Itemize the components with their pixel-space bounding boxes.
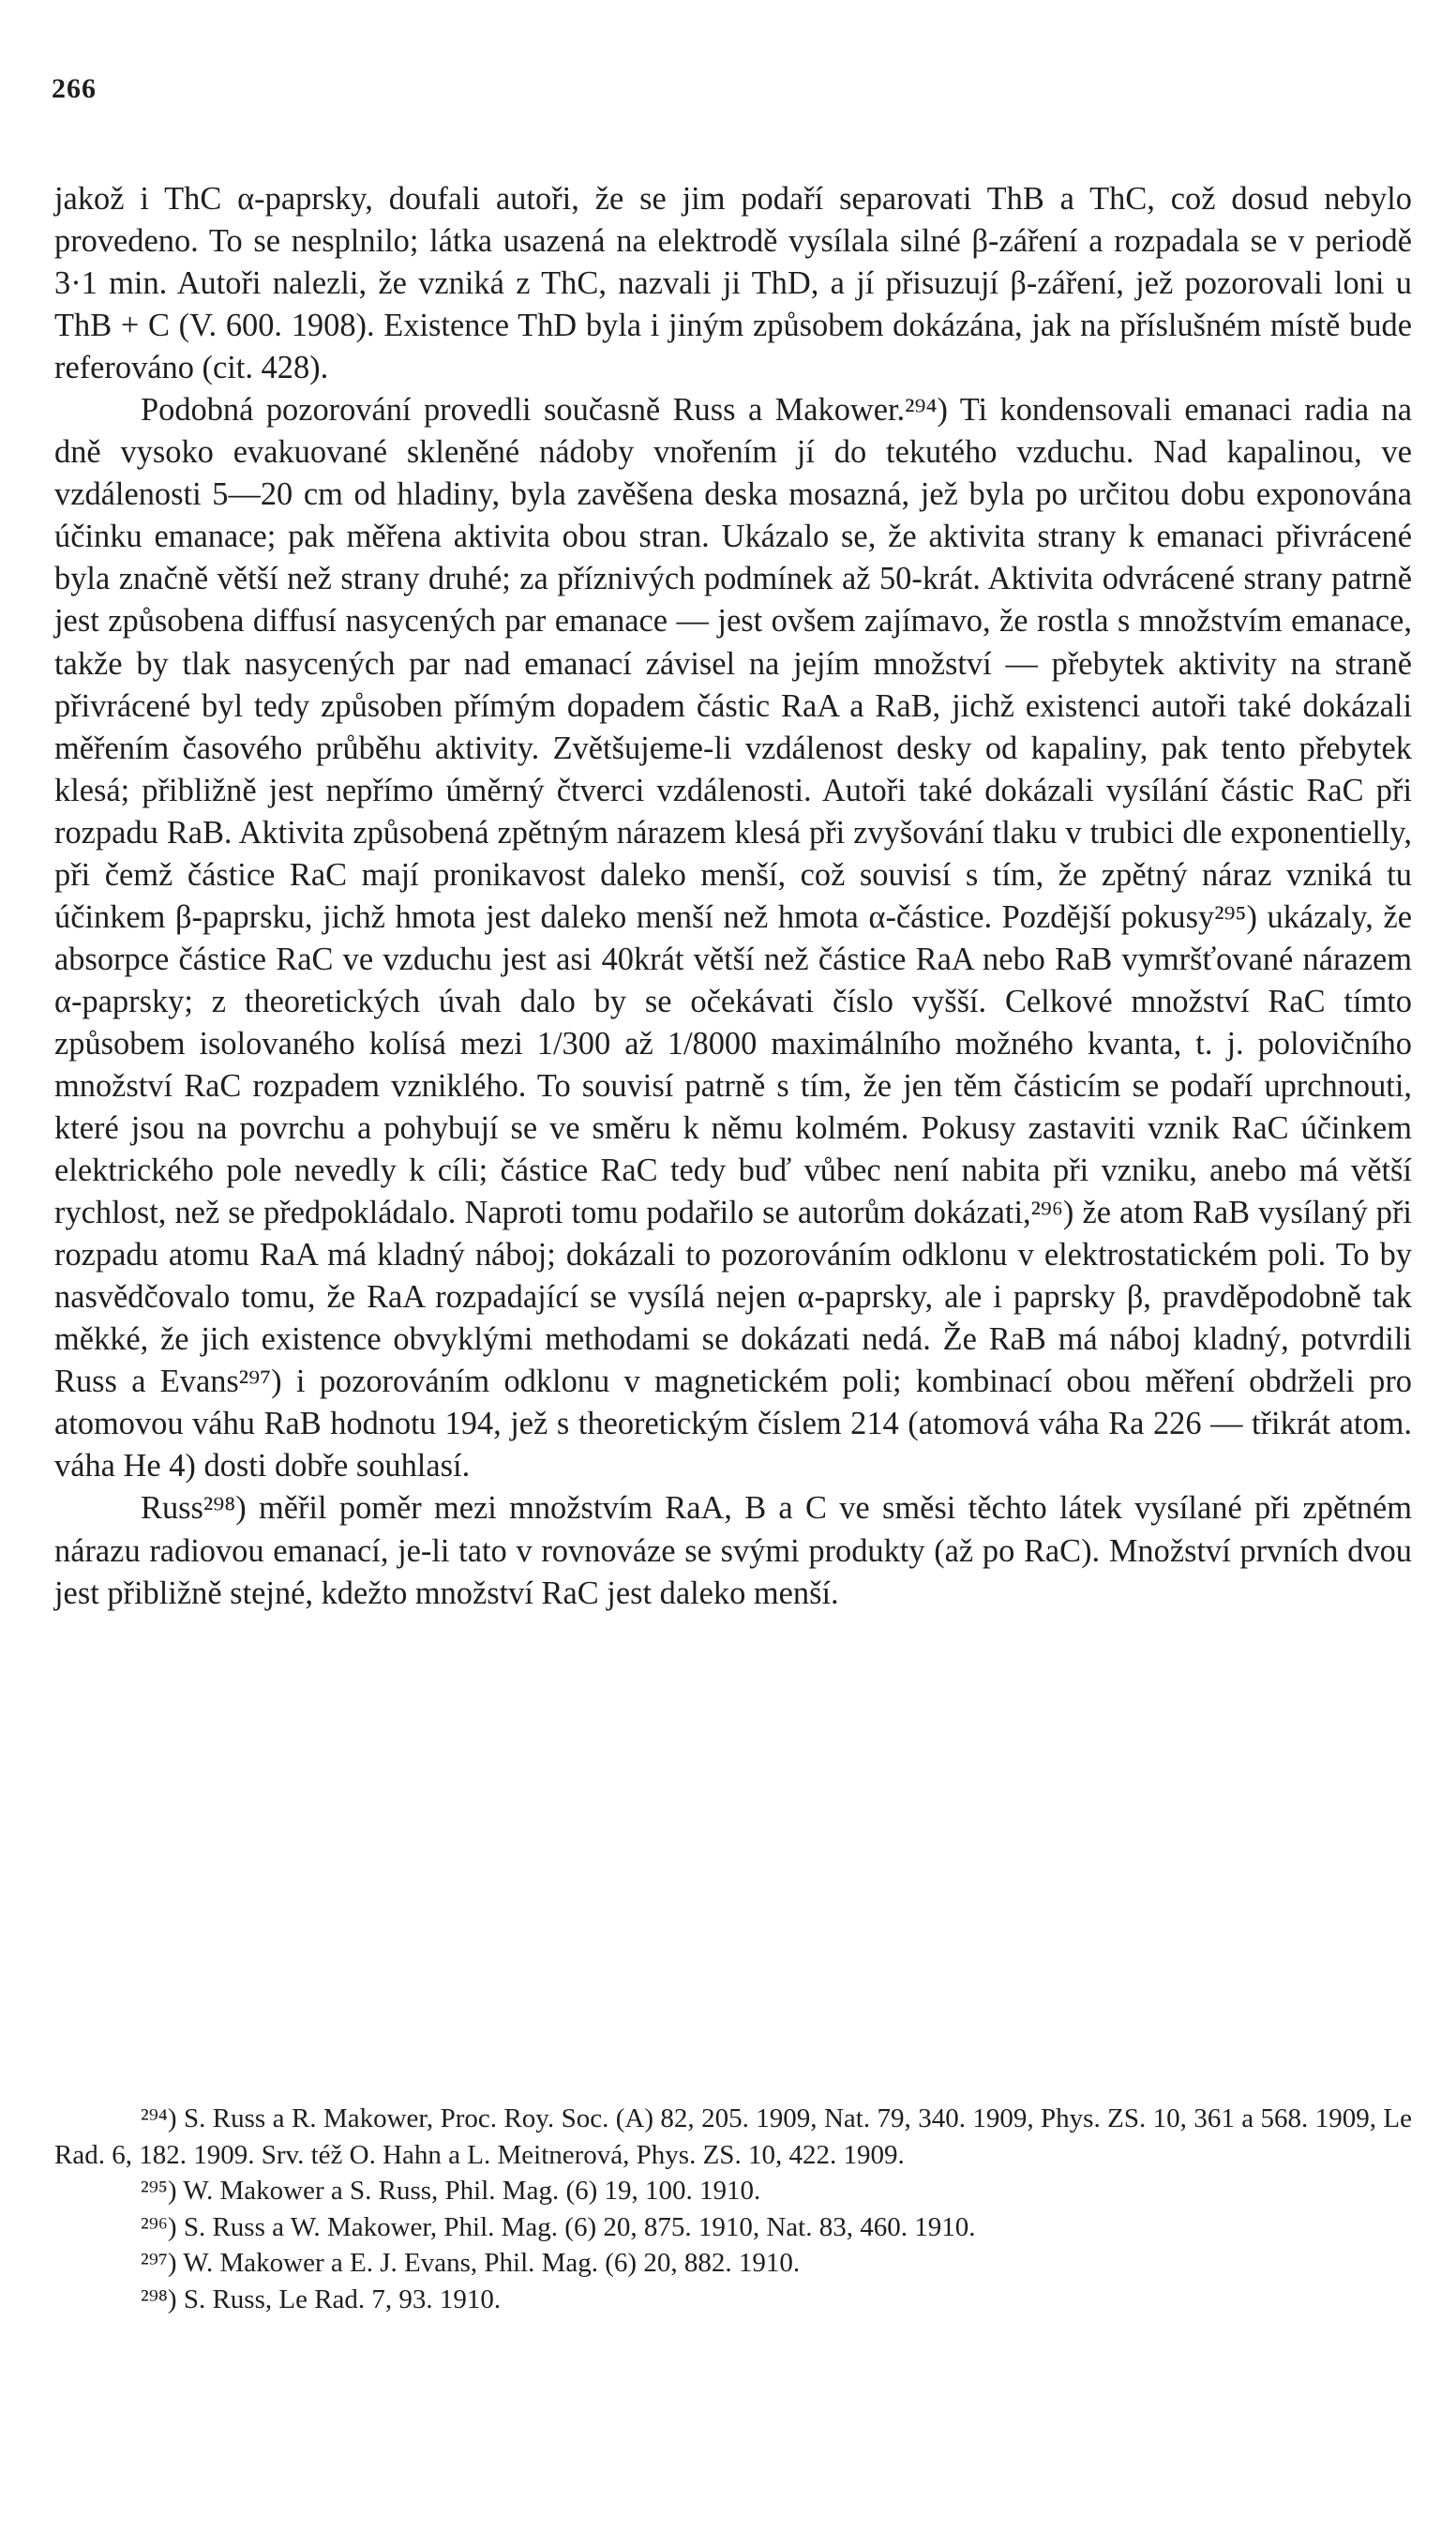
- paragraph-2: Podobná pozorování provedli současně Russ a Makower.²⁹⁴) Ti kondensovali emanaci radia na dně vysoko evakuované skleněné nádoby vnořením jí do tekutého vzduchu. Nad kapalinou, ve vzdálenosti 5—20 cm od hladiny, byla zavěšena deska mosazná, jež byla po určitou dobu exponována účinku emanace; pak měřena aktivita obou stran. Ukázalo se, že aktivita strany k emanaci přivrácené byla značně větší než strany druhé; za příznivých podmínek až 50-krát. Aktivita odvrácené strany patrně jest způsobena diffusí nasycených par emanace — jest ovšem zajímavo, že rostla s množstvím emanace, takže by tlak nasycených par nad emanací závisel na jejím množství — přebytek aktivity na straně přivrácené byl tedy způsoben přímým dopadem částic RaA a RaB, jichž existenci autoři také dokázali měřením časového průběhu aktivity. Zvětšujeme-li vzdálenost desky od kapaliny, pak tento přebytek klesá; přibližně jest nepřímo úměrný čtverci vzdálenosti. Autoři také dokázali vysílání částic RaC při rozpadu RaB. Aktivita způsobená zpětným nárazem klesá při zvyšování tlaku v trubici dle exponentielly, při čemž částice RaC mají pronikavost daleko menší, což souvisí s tím, že zpětný náraz vzniká tu účinkem β-paprsku, jichž hmota jest daleko menší než hmota α-částice. Pozdější pokusy²⁹⁵) ukázaly, že absorpce částice RaC ve vzduchu jest asi 40krát větší než částice RaA nebo RaB vymršťované nárazem α-paprsky; z theoretických úvah dalo by se očekávati číslo vyšší. Celkové množství RaC tímto způsobem isolovaného kolísá mezi 1/300 až 1/8000 maximálního možného kvanta, t. j. polovičního množství RaC rozpadem vzniklého. To souvisí patrně s tím, že jen těm částicím se podaří uprchnouti, které jsou na povrchu a pohybují se ve směru k němu kolmém. Pokusy zastaviti vznik RaC účinkem elektrického pole nevedly k cíli; částice RaC tedy buď vůbec není nabita při vzniku, anebo má větší rychlost, než se předpokládalo. Naproti tomu podařilo se autorům dokázati,²⁹⁶) že atom RaB vysílaný při rozpadu atomu RaA má kladný náboj; dokázali to pozorováním odklonu v elektrostatickém poli. To by nasvědčovalo tomu, že RaA rozpadající se vysílá nejen α-paprsky, ale i paprsky β, pravděpodobně tak měkké, že jich existence obvyklými methodami se dokázati nedá. Že RaB má náboj kladný, potvrdili Russ a Evans²⁹⁷) i pozorováním odklonu v magnetickém poli; kombinací obou měření obdrželi pro atomovou váhu RaB hodnotu 194, jež s theoretickým číslem 214 (atomová váha Ra 226 — třikrát atom. váha He 4) dosti dobře souhlasí.: [54, 392, 1412, 1485]
- body-text: [54, 178, 1412, 1615]
- footnote-298: ²⁹⁸) S. Russ, Le Rad. 7, 93. 1910.: [141, 2283, 502, 2314]
- footnotes: [54, 2101, 1412, 2318]
- paragraph-3: Russ²⁹⁸) měřil poměr mezi množstvím RaA, B a C ve směsi těchto látek vysílané při zpětném nárazu radiovou emanací, je-li tato v rovnováze se svými produkty (až po RaC). Množství prvních dvou jest přibližně stejné, kdežto množství RaC jest daleko menší.: [54, 1490, 1412, 1611]
- footnote-295: ²⁹⁵) W. Makower a S. Russ, Phil. Mag. (6) 19, 100. 1910.: [141, 2176, 761, 2207]
- footnote-294: ²⁹⁴) S. Russ a R. Makower, Proc. Roy. Soc. (A) 82, 205. 1909, Nat. 79, 340. 1909, Phys. ZS. 10, 361 a 568. 1909, Le Rad. 6, 182. 1909. Srv. též O. Hahn a L. Meitnerová, Phys. ZS. 10, 422. 1909.: [54, 2103, 1412, 2170]
- paragraph-1: jakož i ThC α-paprsky, doufali autoři, že se jim podaří separovati ThB a ThC, což dosud nebylo provedeno. To se nesplnilo; látka usazená na elektrodě vysílala silné β-záření a rozpadala se v periodě 3·1 min. Autoři nalezli, že vzniká z ThC, nazvali ji ThD, a jí přisuzují β-záření, jež pozorovali loni u ThB + C (V. 600. 1908). Existence ThD byla i jiným způsobem dokázána, jak na příslušném místě bude referováno (cit. 428).: [54, 181, 1412, 386]
- footnote-297: ²⁹⁷) W. Makower a E. J. Evans, Phil. Mag. (6) 20, 882. 1910.: [141, 2248, 801, 2279]
- footnote-296: ²⁹⁶) S. Russ a W. Makower, Phil. Mag. (6) 20, 875. 1910, Nat. 83, 460. 1910.: [141, 2211, 976, 2242]
- page-number: 266: [52, 73, 97, 104]
